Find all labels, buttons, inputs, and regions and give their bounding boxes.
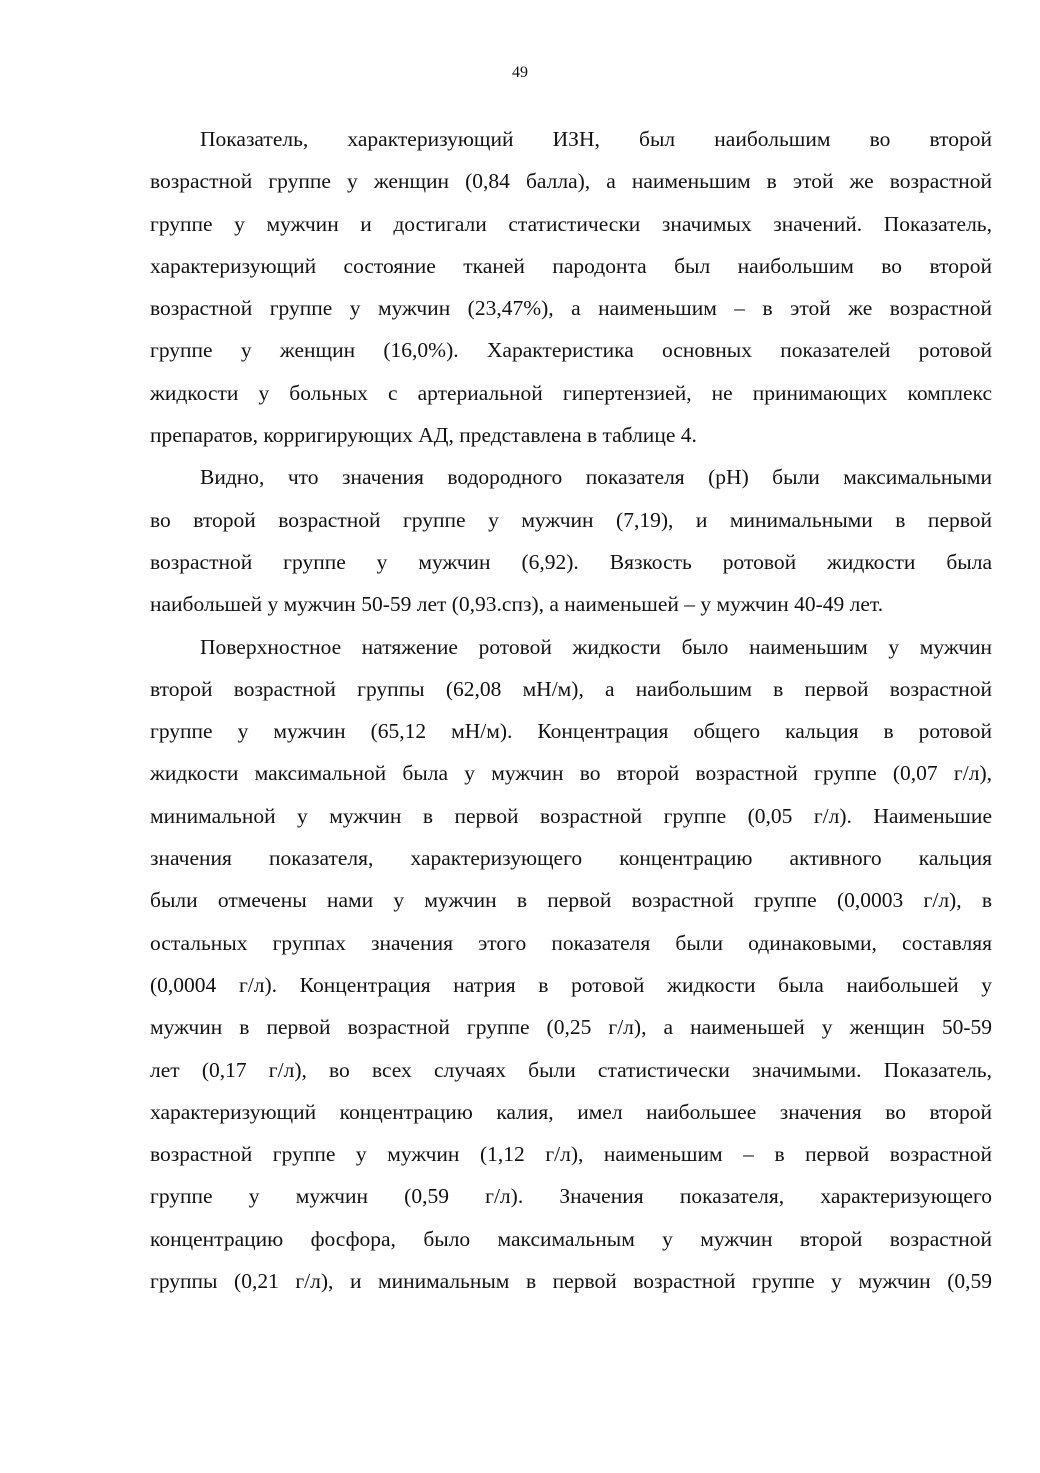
text-line: группе у мужчин (0,59 г/л). Значения показателя, характеризующего: [150, 1184, 992, 1209]
text-line: препаратов, корригирующих АД, представлена в таблице 4.: [150, 423, 697, 448]
paragraph-2: [150, 456, 992, 625]
text-line: возрастной группе у мужчин (1,12 г/л), наименьшим – в первой возрастной: [150, 1142, 992, 1167]
text-line: Поверхностное натяжение ротовой жидкости было наименьшим у мужчин: [200, 634, 992, 659]
text-line: Видно, что значения водородного показателя (pH) были максимальными: [200, 465, 992, 490]
text-line: концентрацию фосфора, было максимальным у мужчин второй возрастной: [150, 1226, 992, 1251]
text-line: группы (0,21 г/л), и минимальным в первой возрастной группе у мужчин (0,59: [150, 1269, 992, 1294]
text-line: мужчин в первой возрастной группе (0,25 г/л), а наименьшей у женщин 50-59: [150, 1015, 992, 1040]
text-line: возрастной группе у женщин (0,84 балла), а наименьшим в этой же возрастной: [150, 169, 992, 194]
text-line: второй возрастной группы (62,08 мН/м), а наибольшим в первой возрастной: [150, 676, 992, 701]
text-line: характеризующий концентрацию калия, имел наибольшее значения во второй: [150, 1099, 992, 1124]
document-body: [150, 118, 992, 1302]
text-line: наибольшей у мужчин 50-59 лет (0,93.спз), а наименьшей – у мужчин 40-49 лет.: [150, 592, 884, 617]
text-line: во второй возрастной группе у мужчин (7,19), и минимальными в первой: [150, 507, 992, 532]
page-number: 49: [512, 64, 528, 81]
text-line: (0,0004 г/л). Концентрация натрия в ротовой жидкости была наибольшей у: [150, 972, 992, 997]
paragraph-1: [150, 118, 992, 456]
text-line: группе у мужчин (65,12 мН/м). Концентрация общего кальция в ротовой: [150, 719, 992, 744]
text-line: минимальной у мужчин в первой возрастной группе (0,05 г/л). Наименьшие: [150, 803, 992, 828]
paragraph-3: [150, 626, 992, 1303]
text-line: жидкости максимальной была у мужчин во второй возрастной группе (0,07 г/л),: [150, 761, 992, 786]
text-line: возрастной группе у мужчин (6,92). Вязкость ротовой жидкости была: [150, 549, 992, 574]
text-line: группе у мужчин и достигали статистически значимых значений. Показатель,: [150, 211, 992, 236]
text-line: Показатель, характеризующий ИЗН, был наибольшим во второй: [200, 127, 992, 151]
text-line: возрастной группе у мужчин (23,47%), а наименьшим – в этой же возрастной: [150, 296, 992, 321]
text-line: значения показателя, характеризующего концентрацию активного кальция: [150, 846, 992, 871]
text-line: характеризующий состояние тканей пародонта был наибольшим во второй: [150, 253, 992, 278]
text-line: жидкости у больных с артериальной гипертензией, не принимающих комплекс: [150, 380, 992, 405]
text-line: группе у женщин (16,0%). Характеристика основных показателей ротовой: [150, 338, 992, 363]
text-line: остальных группах значения этого показателя были одинаковыми, составляя: [150, 930, 992, 955]
text-line: лет (0,17 г/л), во всех случаях были статистически значимыми. Показатель,: [150, 1057, 992, 1082]
text-line: были отмечены нами у мужчин в первой возрастной группе (0,0003 г/л), в: [150, 888, 992, 913]
